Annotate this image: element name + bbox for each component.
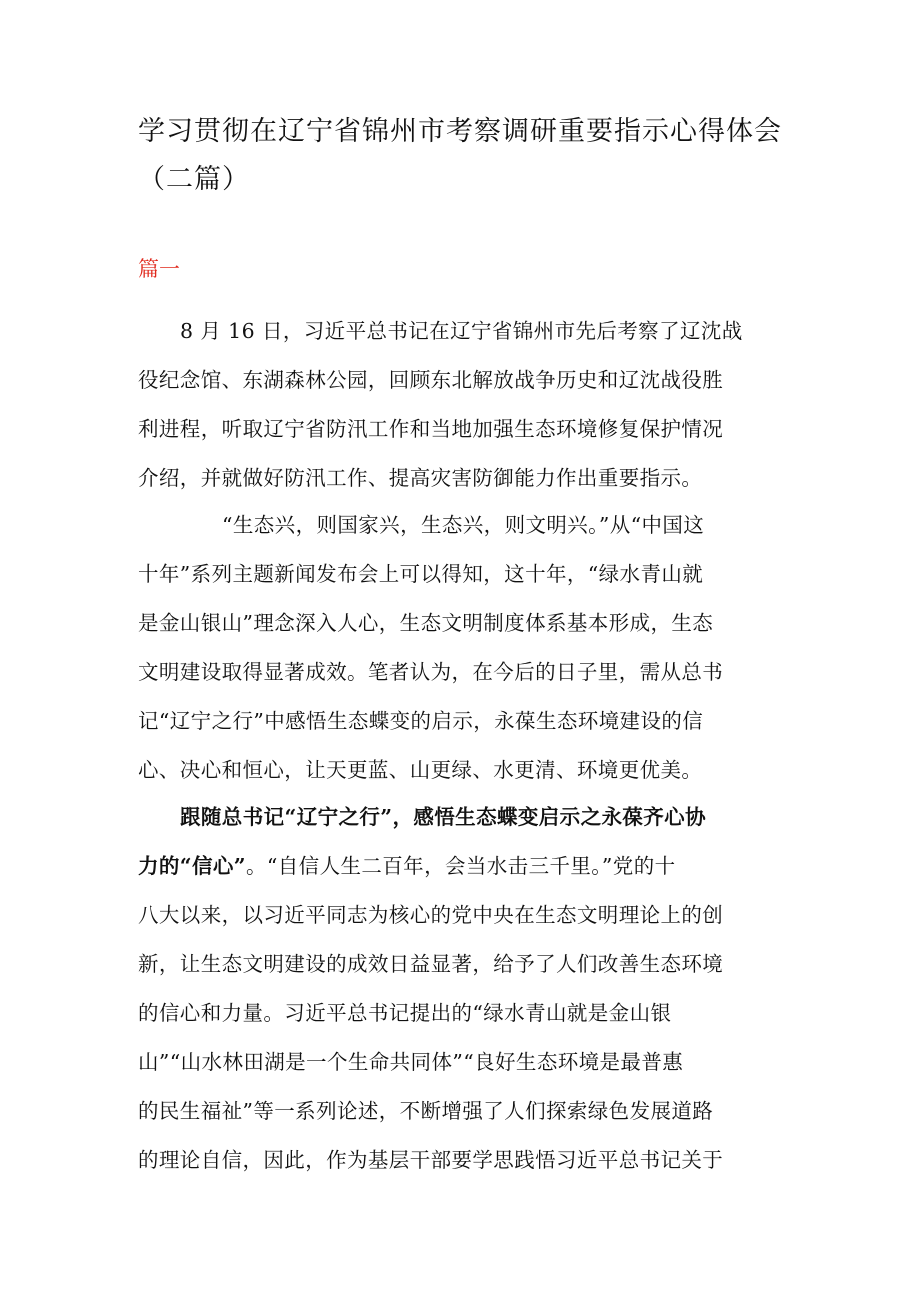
paragraph-line: 的信心和力量。习近平总书记提出的“绿水青山就是金山银 [138, 1001, 672, 1025]
section-heading: 篇一 [138, 257, 180, 281]
title-line: （二篇） [138, 164, 250, 195]
paragraph-line: 八大以来，以习近平同志为核心的党中央在生态文明理论上的创 [138, 903, 724, 927]
paragraph-line: “生态兴，则国家兴，生态兴，则文明兴。”从“中国这 [222, 513, 705, 537]
document-title [138, 108, 798, 204]
bold-heading-tail: 力的“信心” [138, 854, 246, 878]
title-line: 学习贯彻在辽宁省锦州市考察调研重要指示心得体会 [138, 116, 782, 147]
paragraph-line: 介绍，并就做好防汛工作、提高灾害防御能力作出重要指示。 [138, 466, 703, 490]
paragraph-2 [138, 501, 788, 795]
paragraph-line: 利进程，听取辽宁省防汛工作和当地加强生态环境修复保护情况 [138, 417, 724, 441]
paragraph-line: 十年”系列主题新闻发布会上可以得知，这十年，“绿水青山就 [138, 562, 704, 586]
paragraph-line: 是金山银山”理念深入人心，生态文明制度体系基本形成，生态 [138, 611, 714, 635]
paragraph-line: 山”“山水林田湖是一个生命共同体”“良好生态环境是最普惠 [138, 1050, 684, 1074]
paragraph-line: 心、决心和恒心，让天更蓝、山更绿、水更清、环境更优美。 [138, 758, 703, 782]
paragraph-line [138, 842, 788, 891]
paragraph-line: 役纪念馆、东湖森林公园，回顾东北解放战争历史和辽沈战役胜 [138, 368, 724, 392]
paragraph-line: 新，让生态文明建设的成效日益显著，给予了人们改善生态环境 [138, 952, 724, 976]
paragraph-line: 的民生福祉”等一系列论述，不断增强了人们探索绿色发展道路 [138, 1099, 714, 1123]
paragraph-line: 8 月 16 日，习近平总书记在辽宁省锦州市先后考察了辽沈战 [180, 319, 743, 343]
paragraph-1 [138, 307, 788, 503]
bold-heading-line: 跟随总书记“辽宁之行”，感悟生态蝶变启示之永葆齐心协 [180, 805, 706, 829]
paragraph-text: 。“自信人生二百年，会当水击三千里。”党的十 [245, 854, 676, 878]
paragraph-line: 记“辽宁之行”中感悟生态蝶变的启示，永葆生态环境建设的信 [138, 709, 704, 733]
paragraph-line: 的理论自信，因此，作为基层干部要学思践悟习近平总书记关于 [138, 1148, 724, 1172]
paragraph-line: 文明建设取得显著成效。笔者认为，在今后的日子里，需从总书 [138, 660, 724, 684]
paragraph-3 [138, 793, 788, 1185]
